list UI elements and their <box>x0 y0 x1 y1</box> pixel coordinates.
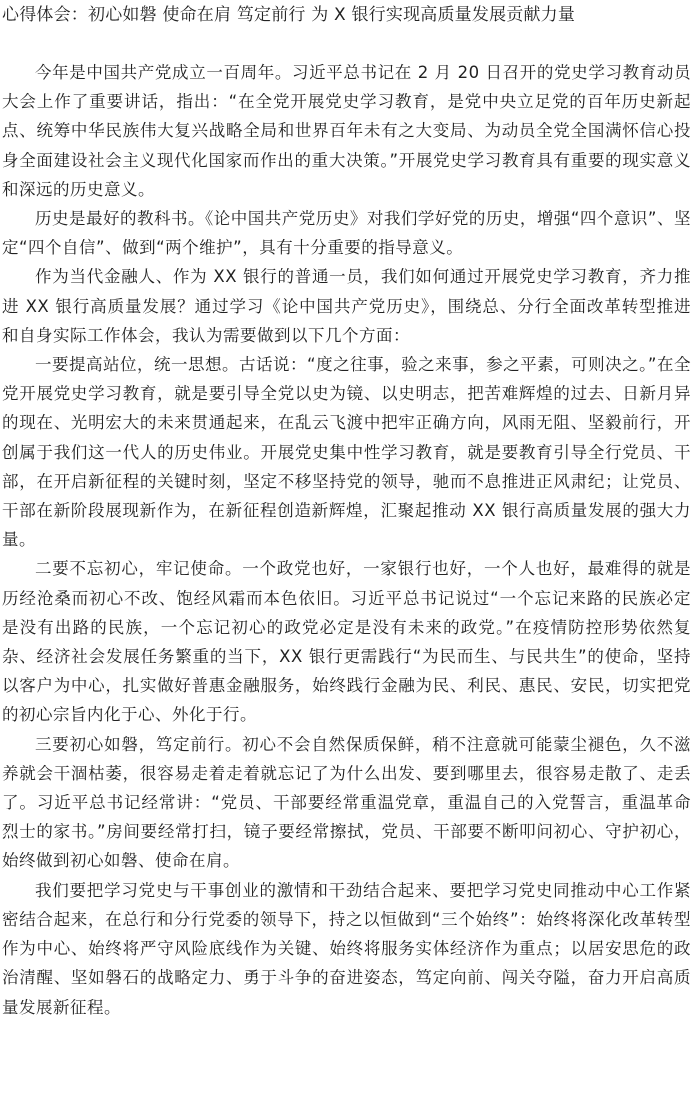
paragraph-intro: 今年是中国共产党成立一百周年。习近平总书记在 2 月 20 日召开的党史学习教育动员大会上作了重要讲话，指出：“在全党开展党史学习教育，是党中央立足党的百年历史新起点、统筹中华民族伟大复兴战略全局和世界百年未有之大变局、为动员全党全国满怀信心投身全面建设社会主义现代化国家而作出的重大决策。”开展党史学习教育具有重要的现实意义和深远的历史意义。 <box>2 63 691 199</box>
paragraph-question: 作为当代金融人、作为 XX 银行的普通一员，我们如何通过开展党史学习教育，齐力推进 XX 银行高质量发展？通过学习《论中国共产党历史》，围绕总、分行全面改革转型推进和自身实际工作体会，我认为需要做到以下几个方面： <box>2 267 691 345</box>
document-title: 心得体会：初心如磐 使命在肩 笃定前行 为 X 银行实现高质量发展贡献力量 <box>2 5 576 25</box>
paragraph-point-one: 一要提高站位，统一思想。古话说：“度之往事，验之来事，参之平素，可则决之。”在全党开展党史学习教育，就是要引导全党以史为镜、以史明志，把苦难辉煌的过去、日新月异的现在、光明宏大的未来贯通起来，在乱云飞渡中把牢正确方向，风雨无阻、坚毅前行，开创属于我们这一代人的历史伟业。开展党史集中性学习教育，就是要教育引导全行党员、干部，在开启新征程的关键时刻，坚定不移坚持党的领导，驰而不息推进正风肃纪；让党员、干部在新阶段展现新作为，在新征程创造新辉煌，汇聚起推动 XX 银行高质量发展的强大力量。 <box>2 355 691 550</box>
document-body <box>2 58 691 1022</box>
paragraph-conclusion: 我们要把学习党史与干事创业的激情和干劲结合起来、要把学习党史同推动中心工作紧密结合起来，在总行和分行党委的领导下，持之以恒做到“三个始终”：始终将深化改革转型作为中心、始终将严守风险底线作为关键、始终将服务实体经济作为重点；以居安思危的政治清醒、坚如磐石的战略定力、勇于斗争的奋进姿态，笃定向前、闯关夺隘，奋力开启高质量发展新征程。 <box>2 880 691 1017</box>
paragraph-point-two: 二要不忘初心，牢记使命。一个政党也好，一家银行也好，一个人也好，最难得的就是历经沧桑而初心不改、饱经风霜而本色依旧。习近平总书记说过“一个忘记来路的民族必定是没有出路的民族，一个忘记初心的政党必定是没有未来的政党。”在疫情防控形势依然复杂、经济社会发展任务繁重的当下，XX 银行更需践行“为民而生、与民共生”的使命，坚持以客户为中心，扎实做好普惠金融服务，始终践行金融为民、利民、惠民、安民，切实把党的初心宗旨内化于心、外化于行。 <box>2 559 691 725</box>
paragraph-point-three: 三要初心如磐，笃定前行。初心不会自然保质保鲜，稍不注意就可能蒙尘褪色，久不滋养就会干涸枯萎，很容易走着走着就忘记了为什么出发、要到哪里去，很容易走散了、走丢了。习近平总书记经常讲：“党员、干部要经常重温党章，重温自己的入党誓言，重温革命烈士的家书。”房间要经常打扫，镜子要经常擦拭，党员、干部要不断叩问初心、守护初心，始终做到初心如磐、使命在肩。 <box>2 734 691 871</box>
paragraph-history-textbook: 历史是最好的教科书。《论中国共产党历史》对我们学好党的历史，增强“四个意识”、坚定“四个自信”、做到“两个维护”，具有十分重要的指导意义。 <box>2 209 691 258</box>
